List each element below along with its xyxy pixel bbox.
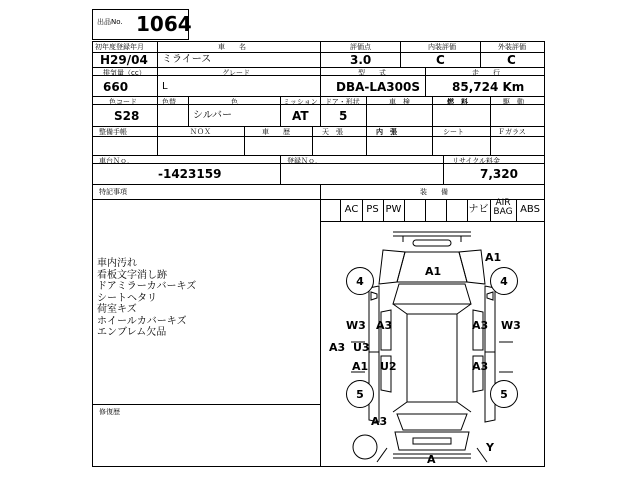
tyre-front-left: 4	[346, 267, 374, 295]
equipment-ac: AC	[344, 204, 359, 215]
recycle-fee-value: 7,320	[480, 167, 518, 181]
damage-mark: A3	[371, 415, 388, 428]
header-color-code: 色コード	[109, 98, 137, 106]
remark-line: シートヘタリ	[97, 292, 157, 304]
header-inspection: 車 検	[389, 98, 410, 106]
equipment-pw: PW	[385, 204, 402, 215]
displacement-value: 660	[103, 80, 129, 94]
score-value: 3.0	[350, 53, 372, 67]
header-chassis-number: 車台Ｎｏ．	[99, 157, 134, 165]
damage-mark: A3	[376, 319, 393, 332]
lot-label: 出品No.	[97, 18, 123, 26]
header-vehicle-history: 車 歴	[262, 128, 290, 136]
damage-mark: U2	[380, 360, 397, 373]
header-interior-panel: 内 張	[376, 128, 397, 136]
damage-mark: A1	[352, 360, 369, 373]
header-nox: ＮＯＸ	[190, 128, 211, 136]
remark-line: ホイールカバーキズ	[97, 315, 187, 327]
remarks-list	[97, 258, 196, 339]
equipment-abs: ABS	[520, 204, 540, 215]
header-headliner: 天 張	[322, 128, 343, 136]
header-transmission: ミッション	[283, 98, 318, 106]
header-displacement: 排気量（cc）	[103, 69, 146, 77]
header-model-code: 型 式	[358, 69, 386, 77]
remark-line: 看板文字消し跡	[97, 269, 167, 281]
header-seat: シート	[443, 128, 464, 136]
model-code-value: DBA-LA300S	[336, 80, 420, 94]
color-code-value: S28	[114, 109, 140, 123]
interior-rating-value: C	[436, 53, 445, 67]
header-color: 色	[231, 98, 238, 106]
tyre-rear-right: 5	[490, 380, 518, 408]
grade-value: L	[162, 81, 168, 92]
header-mileage: 走 行	[472, 69, 500, 77]
header-score: 評価点	[350, 43, 371, 51]
header-car-name: 車 名	[218, 43, 246, 51]
damage-mark: A3	[472, 360, 489, 373]
header-interior-rating: 内装評価	[428, 43, 456, 51]
exterior-rating-value: C	[507, 53, 516, 67]
equipment-navi: ナビ	[468, 204, 489, 215]
header-registration-number: 登録Ｎｏ．	[287, 157, 322, 165]
header-drive: 駆 動	[503, 98, 524, 106]
header-first-registration: 初年度登録年月	[95, 43, 144, 51]
damage-mark: A1	[425, 265, 442, 278]
damage-mark: W3	[346, 319, 366, 332]
damage-mark: W3	[501, 319, 521, 332]
damage-mark: U3	[353, 341, 370, 354]
header-color-change: 色替	[162, 98, 176, 106]
damage-mark: A3	[472, 319, 489, 332]
mileage-value: 85,724 Km	[452, 80, 525, 94]
header-fuel: 燃 料	[447, 98, 468, 106]
transmission-value: AT	[292, 109, 309, 123]
car-name-value: ミライース	[162, 54, 212, 65]
equipment-ps: PS	[366, 204, 379, 215]
damage-mark: Y	[486, 441, 494, 454]
equipment-airbag: AIR BAG	[493, 198, 513, 218]
remark-line: 荷室キズ	[97, 304, 137, 315]
header-exterior-rating: 外装評価	[498, 43, 526, 51]
header-grade: グレード	[222, 69, 250, 77]
header-equipment: 装 備	[420, 188, 448, 196]
damage-mark: A3	[329, 341, 346, 354]
tyre-front-right: 4	[490, 267, 518, 295]
remark-line: 車内汚れ	[97, 258, 137, 269]
damage-mark: A	[427, 453, 436, 466]
lot-number: 1064	[136, 12, 192, 36]
remark-line: エンブレム欠品	[97, 327, 167, 338]
remark-line: ドアミラーカバーキズ	[97, 281, 197, 292]
damage-mark: A1	[485, 251, 502, 264]
header-maintenance-record: 整備手帳	[99, 128, 127, 136]
header-recycle-fee: リサイクル料金	[452, 157, 501, 165]
header-remarks: 特記事項	[99, 188, 127, 196]
color-value: シルバー	[193, 110, 233, 121]
header-door-shape: ドア・形状	[325, 98, 360, 106]
header-repair-history: 修復歴	[99, 408, 120, 416]
header-front-glass: Ｆガラス	[498, 128, 526, 136]
chassis-number-value: -1423159	[158, 167, 222, 181]
tyre-rear-left: 5	[346, 380, 374, 408]
door-value: 5	[339, 109, 348, 123]
first-registration-value: H29/04	[100, 53, 148, 67]
